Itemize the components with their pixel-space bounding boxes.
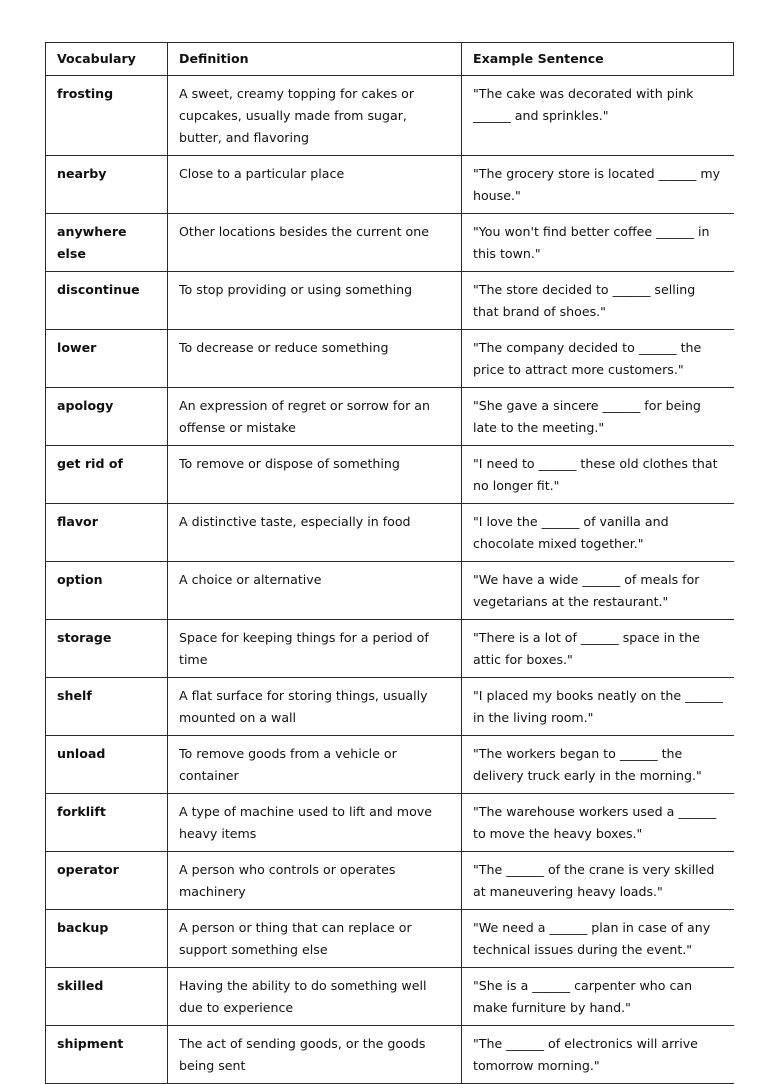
- definition-cell: A sweet, creamy topping for cakes or cupcakes, usually made from sugar, butter, and flavoring: [168, 76, 462, 156]
- definition-cell: Close to a particular place: [168, 156, 462, 214]
- vocabulary-term: flavor: [46, 504, 168, 562]
- definition-cell: Space for keeping things for a period of time: [168, 620, 462, 678]
- example-sentence-cell: "The cake was decorated with pink ______ and sprinkles.": [462, 76, 734, 156]
- vocabulary-term: storage: [46, 620, 168, 678]
- example-sentence-cell: "There is a lot of ______ space in the attic for boxes.": [462, 620, 734, 678]
- vocabulary-term: frosting: [46, 76, 168, 156]
- vocabulary-term: option: [46, 562, 168, 620]
- definition-cell: To remove goods from a vehicle or container: [168, 736, 462, 794]
- definition-cell: A person or thing that can replace or support something else: [168, 910, 462, 968]
- definition-cell: Other locations besides the current one: [168, 214, 462, 272]
- example-sentence-cell: "The grocery store is located ______ my house.": [462, 156, 734, 214]
- header-example-sentence: Example Sentence: [462, 43, 734, 76]
- vocabulary-term: get rid of: [46, 446, 168, 504]
- vocabulary-term: backup: [46, 910, 168, 968]
- definition-cell: To stop providing or using something: [168, 272, 462, 330]
- table-row: [46, 620, 734, 678]
- definition-cell: A distinctive taste, especially in food: [168, 504, 462, 562]
- example-sentence-cell: "The warehouse workers used a ______ to move the heavy boxes.": [462, 794, 734, 852]
- table-row: [46, 794, 734, 852]
- vocabulary-table: [45, 42, 734, 1084]
- definition-cell: To remove or dispose of something: [168, 446, 462, 504]
- definition-cell: Having the ability to do something well due to experience: [168, 968, 462, 1026]
- table-row: [46, 388, 734, 446]
- vocabulary-term: shelf: [46, 678, 168, 736]
- example-sentence-cell: "We need a ______ plan in case of any technical issues during the event.": [462, 910, 734, 968]
- example-sentence-cell: "We have a wide ______ of meals for vegetarians at the restaurant.": [462, 562, 734, 620]
- example-sentence-cell: "The store decided to ______ selling that brand of shoes.": [462, 272, 734, 330]
- table-row: [46, 330, 734, 388]
- header-definition: Definition: [168, 43, 462, 76]
- definition-cell: A flat surface for storing things, usually mounted on a wall: [168, 678, 462, 736]
- vocabulary-term: skilled: [46, 968, 168, 1026]
- example-sentence-cell: "She is a ______ carpenter who can make furniture by hand.": [462, 968, 734, 1026]
- table-row: [46, 504, 734, 562]
- example-sentence-cell: "She gave a sincere ______ for being late to the meeting.": [462, 388, 734, 446]
- definition-cell: A person who controls or operates machinery: [168, 852, 462, 910]
- vocabulary-term: operator: [46, 852, 168, 910]
- table-row: [46, 446, 734, 504]
- table-row: [46, 214, 734, 272]
- example-sentence-cell: "The ______ of electronics will arrive tomorrow morning.": [462, 1026, 734, 1084]
- vocabulary-term: apology: [46, 388, 168, 446]
- example-sentence-cell: "I need to ______ these old clothes that no longer fit.": [462, 446, 734, 504]
- example-sentence-cell: "I love the ______ of vanilla and chocolate mixed together.": [462, 504, 734, 562]
- vocabulary-term: discontinue: [46, 272, 168, 330]
- example-sentence-cell: "You won't find better coffee ______ in this town.": [462, 214, 734, 272]
- definition-cell: The act of sending goods, or the goods being sent: [168, 1026, 462, 1084]
- table-row: [46, 678, 734, 736]
- table-row: [46, 910, 734, 968]
- definition-cell: A type of machine used to lift and move heavy items: [168, 794, 462, 852]
- table-row: [46, 272, 734, 330]
- vocabulary-term: unload: [46, 736, 168, 794]
- definition-cell: An expression of regret or sorrow for an offense or mistake: [168, 388, 462, 446]
- vocabulary-term: lower: [46, 330, 168, 388]
- vocabulary-term: shipment: [46, 1026, 168, 1084]
- table-row: [46, 76, 734, 156]
- example-sentence-cell: "I placed my books neatly on the ______ in the living room.": [462, 678, 734, 736]
- header-row: [46, 43, 734, 76]
- table-row: [46, 852, 734, 910]
- table-row: [46, 562, 734, 620]
- example-sentence-cell: "The workers began to ______ the delivery truck early in the morning.": [462, 736, 734, 794]
- vocabulary-term: forklift: [46, 794, 168, 852]
- table-row: [46, 968, 734, 1026]
- example-sentence-cell: "The company decided to ______ the price to attract more customers.": [462, 330, 734, 388]
- header-vocabulary: Vocabulary: [46, 43, 168, 76]
- definition-cell: To decrease or reduce something: [168, 330, 462, 388]
- table-row: [46, 1026, 734, 1084]
- table-row: [46, 736, 734, 794]
- example-sentence-cell: "The ______ of the crane is very skilled at maneuvering heavy loads.": [462, 852, 734, 910]
- table-row: [46, 156, 734, 214]
- vocabulary-term: anywhere else: [46, 214, 168, 272]
- vocabulary-term: nearby: [46, 156, 168, 214]
- definition-cell: A choice or alternative: [168, 562, 462, 620]
